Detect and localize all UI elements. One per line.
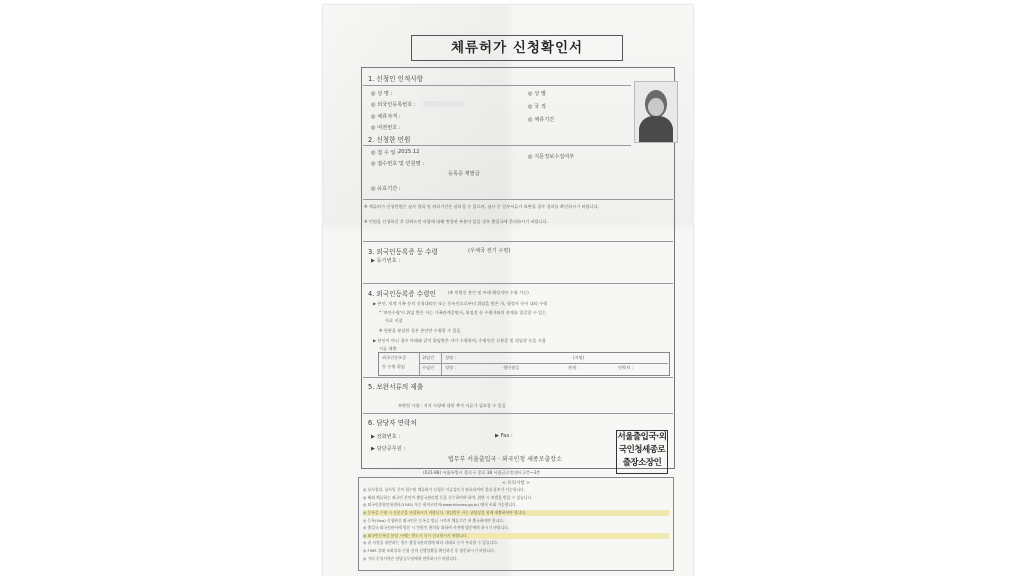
section-3-note: (우체국 전기 수령)	[468, 248, 511, 254]
fax-label: ▶ Fax :	[495, 433, 513, 439]
table-regcard-label-2: 등 수령 위임	[382, 364, 405, 369]
name-label: ◎ 성 명 :	[371, 91, 393, 97]
status-label: ◎ 체류자격 :	[371, 114, 401, 120]
note-line: ◎ 외국인등록증 분실 시에는 반드시 즉시 신고하시기 바랍니다.	[363, 533, 669, 539]
title-box	[411, 35, 623, 61]
sex-label: ◎ 성 별	[528, 91, 546, 97]
recipient-rule-1b: * '보안수령'이 위임 받은 자는 가족관계증명서, 위임장 등 수령자와의 관계를 입증할 수 있는	[379, 310, 547, 315]
recipient-rule-3b: 서류 제출	[379, 346, 397, 351]
supplement-note: 보완할 사항 : 지적 사항에 대한 추가 서류가 필요할 수 있음	[398, 403, 506, 408]
date-label: ◎ 접 수 일 :	[371, 150, 399, 156]
warning-2: ※ 민원을 신청하신 후 알려드린 사항에 대해 변경된 부분이 있을 경우 출입국에 문의하시기 바랍니다.	[364, 219, 548, 224]
table-delegator: 위임인	[422, 355, 435, 360]
review-label: ◎ 지문정보수집여부	[528, 154, 575, 160]
officer-label: ▶ 담당공무원 :	[371, 446, 406, 452]
table-sign: (서명)	[573, 355, 585, 360]
docno-label: ◎ 접수번호 및 민원명 :	[371, 161, 424, 167]
table-regcard-label-1: 외국인등록증	[382, 355, 407, 360]
table-birth: 생년월일	[503, 365, 520, 370]
warning-1: ※ 체류허가 신청민원은 심사 결과 및 처리기간은 달라질 수 있으며, 심사 중 일부서류가 보완될 경우 결과를 확인하시기 바랍니다.	[364, 204, 600, 209]
note-line: ◎ 해외 체류하는 외국인 본인이 출입국관리법 등을 준수하여야 하며, 위반 시 처벌을 받을 수 있습니다.	[363, 494, 533, 500]
section-3-heading: 3. 외국인등록증 등 수령	[368, 248, 438, 256]
note-line: ◎ 기타 문의사항은 담당공무원에게 연락하시기 바랍니다.	[363, 555, 458, 561]
note-line: ◎ 등록증 수령 시 신분증을 지참하시기 바랍니다. 위임받은 자는 위임장을 함께 제출하셔야 합니다.	[363, 510, 669, 516]
recipient-rule-2: ※ 원본을 분실한 경우 본인만 수령할 수 있음	[379, 328, 461, 333]
passport-label: ◎ 여권번호 :	[371, 125, 401, 131]
office-address: (031-88) 서울특별시 종로구 종로 38 서울글로벌센터 2층~3층	[423, 470, 541, 475]
note-line: ◎ 외국인종합안내센터(1345) 또는 하이코리아(www.hikorea.go.kr) 에서 조회 가능합니다.	[363, 502, 518, 508]
note-line: ◎ 출입국 외국인관서에 방문 시 민원인 편의를 위하여 사전에 방문예약 하시기 바랍니다.	[363, 525, 510, 531]
note-line: ◎ FIMS 상태 조회결과 신청 건의 진행상황을 확인하신 후 방문하시기 바랍니다.	[363, 547, 495, 553]
registered-mail-label: ▶ 등기번호 :	[371, 258, 401, 264]
official-seal	[616, 430, 668, 474]
regno-label: ◎ 외국인등록번호 :	[371, 102, 416, 108]
section-5-heading: 5. 보완서류의 제출	[368, 383, 424, 391]
date-value: 2025.12	[398, 149, 420, 155]
section-4-heading: 4. 외국인등록증 수령인	[368, 290, 436, 298]
seal-line-3: 출장소장인	[622, 458, 662, 468]
valid-label: ◎ 유효기간 :	[371, 186, 401, 192]
table-recipient: 수임인	[422, 365, 435, 370]
recipient-rule-1c: 자료 지참	[385, 318, 403, 323]
recipient-rule-1: ▶ 본인, 직계 가족 등의 신청대리인 또는 등록인으로부터 위임을 받은 자, 행정사 등이 대리 수령	[373, 301, 548, 306]
document-page	[323, 5, 693, 576]
table-phone: 연락처 :	[618, 365, 633, 370]
issuing-org: 법무부 서울출입국 · 외국인청 세종로출장소	[448, 456, 562, 463]
note-line: ◎ 위 사항을 위반하는 경우 출입국관리법에 따라 과태료 등이 부과될 수 있습니다.	[363, 540, 499, 546]
document-title: 체류허가 신청확인서	[450, 40, 584, 56]
note-line: ◎ 등록(Visa) 신청하신 외국인은 등록증 발급 시까지 체류기간 내 출국하여야 합니다.	[363, 517, 505, 523]
tel-label: ▶ 전화번호 :	[371, 434, 401, 440]
seal-line-1: 서울출입국·외	[617, 432, 667, 442]
table-relation: 관계 :	[568, 365, 579, 370]
section-6-heading: 6. 담당자 연락처	[368, 419, 417, 427]
seal-line-2: 국인청세종로	[618, 445, 666, 455]
section-1-heading: 1. 신청인 인적사항	[368, 75, 424, 83]
redacted-regno	[423, 101, 463, 107]
recipient-rule-3: ▶ 본인이 아닌 경우 아래와 같이 위임받은 자가 수령하며, 수령인은 신분증 및 위임장 등을 지참	[373, 338, 546, 343]
section-2-heading: 2. 신청한 민원	[368, 136, 411, 144]
table-delegator-name: 성명 :	[445, 355, 456, 360]
section-4-note: (※ 민원인 본인 및 아래 해당자만 수령 가능)	[448, 290, 529, 295]
period-label: ◎ 체류기간	[528, 117, 555, 123]
nation-label: ◎ 국 적	[528, 104, 546, 110]
notes-title: < 유의사항 >	[502, 480, 530, 486]
applicant-photo	[634, 81, 678, 143]
notes-box	[358, 477, 674, 571]
note-line: ◎ 심사결과, 심사일 중이 접수된 체류허가 신청은 서류검토가 완료되어야 결과 통보가 가능합니다.	[363, 487, 526, 493]
type-value: 등록증 재발급	[448, 171, 480, 177]
table-recipient-name: 성명 :	[445, 365, 456, 370]
